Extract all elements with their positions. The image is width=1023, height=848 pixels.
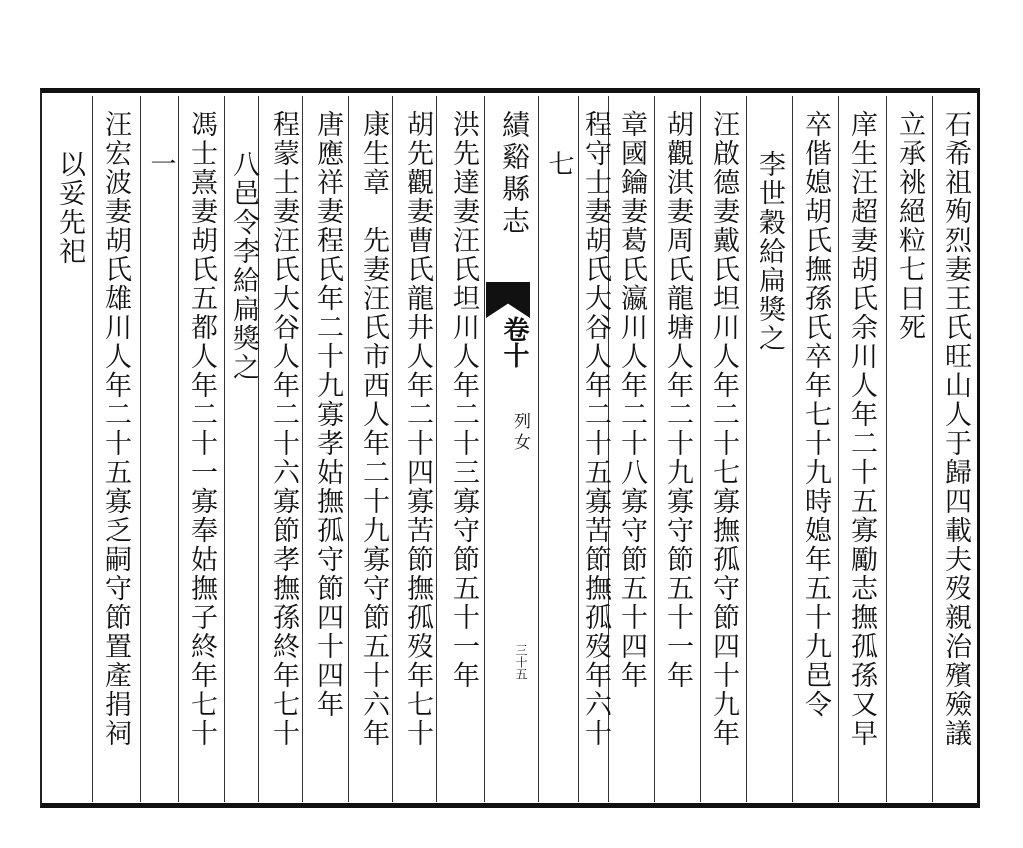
volume-label: 卷十 [499, 316, 529, 368]
text-column: 李世穀給扁獎之 [754, 150, 785, 353]
text-column: 汪宏波妻胡氏雄川人年二十五寡乏嗣守節置產捐祠 [100, 110, 131, 748]
column-rule [92, 96, 93, 802]
column-rule [178, 96, 179, 802]
text-column: 胡觀淇妻周氏龍塘人年二十九寡守節五十一年 [662, 110, 693, 690]
banxin-rule [484, 96, 485, 802]
text-column: 唐應祥妻程氏年二十九寡孝姑撫孤守節四十四年 [312, 110, 343, 719]
text-column: 程蒙士妻汪氏大谷人年二十六寡節孝撫孫終年七十 [268, 110, 299, 748]
column-rule [224, 96, 225, 802]
text-column: 洪先達妻汪氏坦川人年二十三寡守節五十一年 [448, 110, 479, 690]
text-column: 汪啟德妻戴氏坦川人年二十七寡撫孤守節四十九年 [708, 110, 739, 748]
banxin-rule [538, 96, 539, 802]
text-column: 一 [146, 150, 176, 178]
text-column: 七 [544, 150, 574, 178]
text-column: 程守士妻胡氏大谷人年二十五寡苦節撫孤歿年六十 [580, 110, 611, 748]
column-rule [932, 96, 933, 802]
text-column: 章國鑰妻葛氏瀛川人年二十八寡守節五十四年 [616, 110, 647, 690]
column-rule [792, 96, 793, 802]
column-rule [700, 96, 701, 802]
section-label: 列女 [510, 412, 530, 454]
text-column: 石希祖殉烈妻王氏旺山人于歸四載夫歿親治殯殮議 [940, 110, 971, 748]
text-column: 以妥先祀 [54, 150, 85, 266]
column-rule [436, 96, 437, 802]
text-column: 八邑令李給扁獎之 [228, 150, 259, 382]
text-column: 立承祧絕粒七日死 [894, 110, 925, 342]
column-rule [392, 96, 393, 802]
column-rule [140, 96, 141, 802]
text-column: 卒偕媳胡氏撫孫氏卒年七十九時媳年五十九邑令 [800, 110, 831, 719]
column-rule [302, 96, 303, 802]
column-rule [886, 96, 887, 802]
column-rule [348, 96, 349, 802]
book-title: 績谿縣志 [498, 110, 531, 238]
column-rule [838, 96, 839, 802]
column-rule [654, 96, 655, 802]
page-number: 三十五 [514, 644, 528, 680]
text-column: 庠生汪超妻胡氏余川人年二十五寡勵志撫孤孫又早 [846, 110, 877, 748]
text-column: 馮士熹妻胡氏五都人年二十一寡奉姑撫子終年七十 [186, 110, 217, 748]
text-column: 胡先觀妻曹氏龍井人年二十四寡苦節撫孤歿年七十 [402, 110, 433, 748]
column-rule [746, 96, 747, 802]
text-column: 康生章 先妻汪氏市西人年二十九寡守節五十六年 [358, 110, 389, 748]
